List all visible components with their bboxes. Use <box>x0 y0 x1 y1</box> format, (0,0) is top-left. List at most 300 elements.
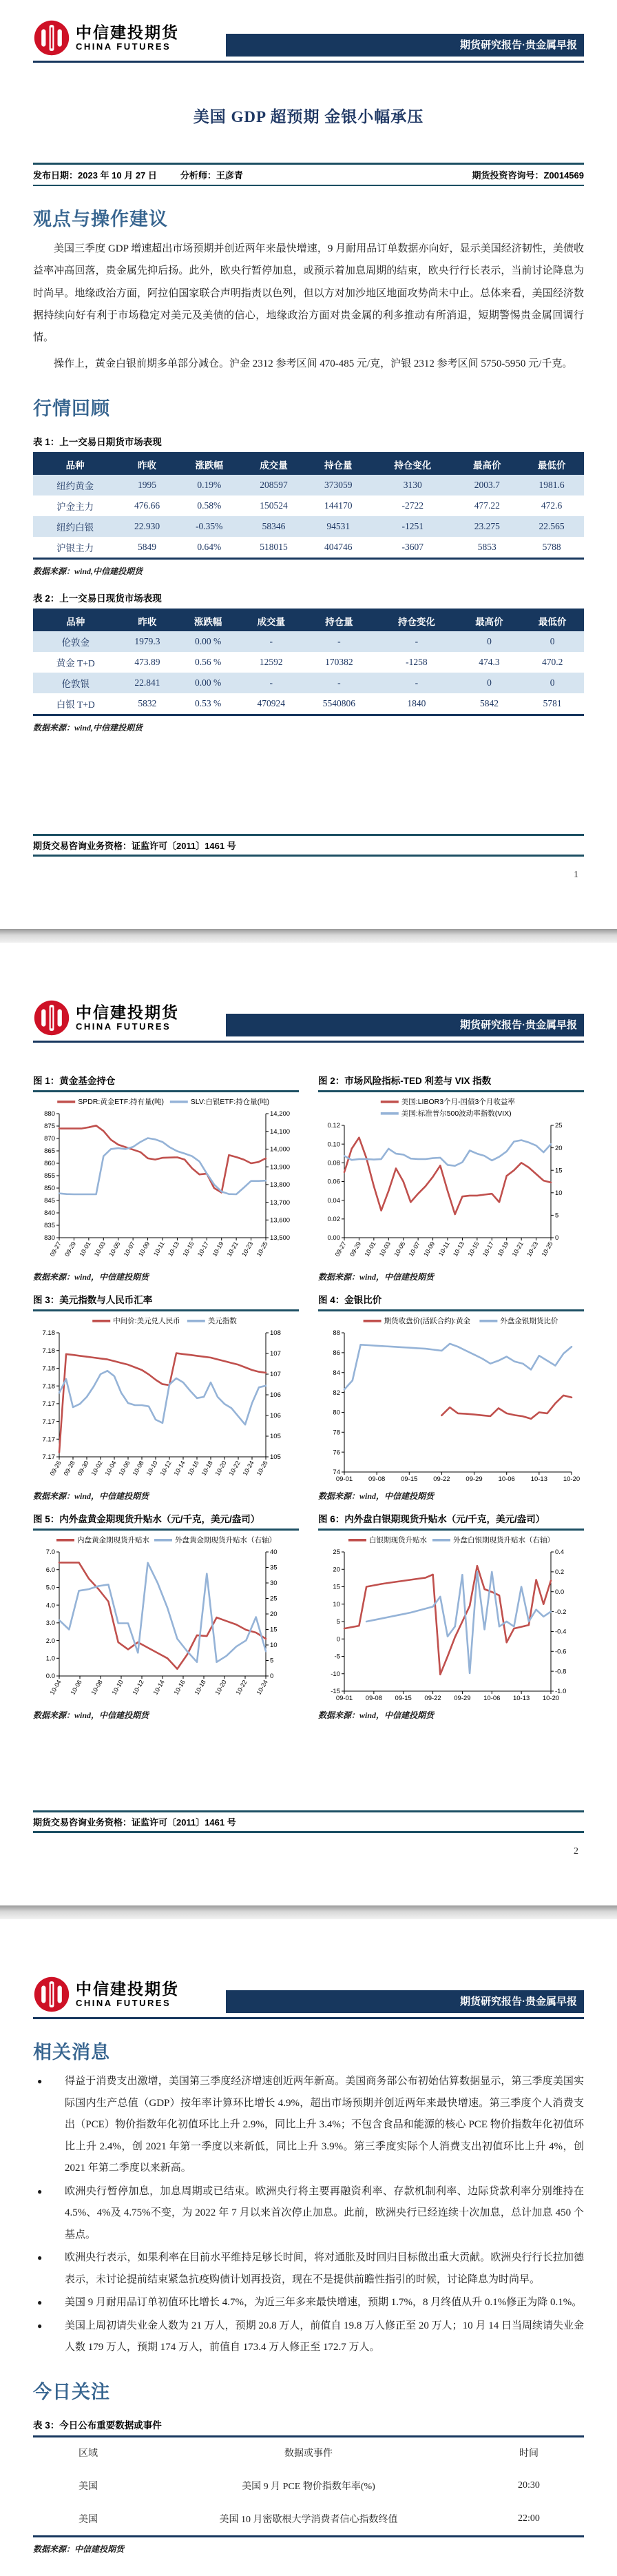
x-tick-label: 10-08 <box>90 1679 104 1696</box>
x-tick-label: 10-15 <box>181 1240 196 1258</box>
x-tick-label: 10-22 <box>227 1460 242 1477</box>
x-tick-label: 10-23 <box>240 1240 255 1258</box>
brand-name-en: CHINA FUTURES <box>76 1997 171 2008</box>
left-tick-label: 0.10 <box>327 1141 340 1149</box>
right-tick-label: -0.6 <box>555 1648 567 1656</box>
x-tick-label: 09-15 <box>395 1695 412 1702</box>
x-tick-label: 10-26 <box>255 1460 269 1477</box>
table-cell: 0.56 % <box>194 656 222 667</box>
x-tick-label: 10-08 <box>131 1460 145 1477</box>
table-cell: 美国 10 月密歇根大学消费者信心指数终值 <box>219 2514 398 2525</box>
x-tick-label: 10-16 <box>186 1460 200 1477</box>
right-tick-label: 0 <box>270 1673 274 1681</box>
table-cell: 5832 <box>138 697 157 708</box>
right-tick-label: 106 <box>270 1391 281 1400</box>
right-tick-label: -0.4 <box>555 1628 567 1636</box>
news-item-text: 欧洲央行表示，如果利率在目前水平维持足够长时间，将对通胀及时回归目标做出重大贡献。欧洲央行行长拉加德表示，未讨论提前结束紧急抗疫购债计划再投资，现在不是提供前瞻性指引的时候，讨论降息为时尚早。 <box>65 2252 584 2285</box>
x-tick-label: 10-11 <box>151 1240 166 1258</box>
left-tick-label: 2.0 <box>45 1637 55 1645</box>
viewpoint-paragraph-1: 美国三季度 GDP 增速超出市场预期并创近两年来最快增速，9 月耐用品订单数据亦向好，显示美国经济韧性，美债收益率冲高回落，贵金属先抑后扬。此外，欧央行暂停加息，或预示着加息周期的结束，欧央行行长表示，当前讨论降息为时尚早。地缘政治方面，阿拉伯国家联合声明指责以色列，但以方对加沙地区地面攻势尚未中止。总体来看，美国经济数据持续向好有利于市场稳定对美元及美债的信心，地缘政治方面对贵金属的利多推动有所消退，短期警惕贵金属回调行情。 <box>33 243 584 343</box>
legend-label: 外盘黄金期现货升贴水（右轴） <box>175 1536 276 1544</box>
legend-marker <box>170 1101 188 1103</box>
brand-logo-block <box>33 999 179 1036</box>
table-1-source: 数据来源：wind,中信建投期货 <box>33 566 143 576</box>
left-tick-label: 0.08 <box>327 1159 340 1167</box>
x-tick-label: 09-08 <box>368 1475 386 1483</box>
column-header: 昨收 <box>118 609 177 631</box>
left-tick-label: -5 <box>334 1653 340 1661</box>
x-tick-label: 10-06 <box>498 1475 515 1483</box>
table-cell: 470.2 <box>541 656 563 667</box>
series-line <box>59 1563 266 1662</box>
table-cell: 477.22 <box>474 500 500 511</box>
table-cell: 5788 <box>542 541 561 552</box>
spot-market-table <box>33 609 584 716</box>
table-cell: -3607 <box>401 541 424 552</box>
column-header: 品种 <box>33 609 118 631</box>
x-tick-label: 10-13 <box>451 1240 466 1258</box>
legend-label: 中间价:美元兑人民币 <box>113 1317 180 1325</box>
column-header: 最高价 <box>454 453 519 475</box>
right-tick-label: 106 <box>270 1412 281 1420</box>
left-tick-label: 830 <box>44 1234 55 1243</box>
left-tick-label: 3.0 <box>45 1619 55 1628</box>
brand-text <box>76 1981 179 2007</box>
table-cell: - <box>375 673 457 693</box>
left-tick-label: 20 <box>333 1566 340 1574</box>
right-tick-label: 0.4 <box>555 1548 565 1557</box>
table-cell: 0.58% <box>197 500 222 511</box>
news-item-text: 得益于消费支出激增，美国第三季度经济增速创近两年新高。美国商务部公布初始估算数据显示，第三季度美国实际国内生产总值（GDP）按年率计算环比增长 4.9%，超出市场预期并创近两年来最快增速。第三季度个人消费支出（PCE）物价指数年化初值环比上升 2.9%，同比上升 3.4%；不包含食品和能源的核心 PCE 物价指数年化初值环比上升 2.4%，创 2021 年第一季度以来新低，同比上升 3.9%。第三季度实际个人消费支出初值环比上升 4%，创 2021 年第二季度以来新高。 <box>65 2076 584 2174</box>
right-tick-label: 10 <box>555 1189 563 1197</box>
right-tick-label: 14,200 <box>270 1110 291 1118</box>
x-tick-label: 10-25 <box>255 1240 269 1258</box>
column-header: 最低价 <box>521 609 584 631</box>
chart-row-1 <box>33 1073 584 1282</box>
right-tick-label: 20 <box>555 1144 563 1152</box>
series-line <box>344 1141 551 1166</box>
chart-4-title: 图 4：金银比价 <box>318 1292 584 1311</box>
right-tick-label: -0.8 <box>555 1668 567 1676</box>
left-tick-label: 0 <box>336 1635 340 1644</box>
x-tick-label: 10-20 <box>542 1695 560 1702</box>
x-tick-label: 09-28 <box>62 1460 76 1477</box>
x-tick-label: 10-13 <box>166 1240 181 1258</box>
left-tick-label: 7.0 <box>45 1548 55 1557</box>
brand-name-cn: 中信建投期货 <box>76 23 179 42</box>
table-cell: 0.19% <box>177 475 242 495</box>
column-header: 涨跌幅 <box>176 609 240 631</box>
table-row <box>33 516 584 537</box>
table-cell: 美国 <box>79 2481 98 2492</box>
legend-marker <box>187 1320 205 1322</box>
x-tick-label: 10-13 <box>512 1695 530 1702</box>
x-tick-label: 09-26 <box>48 1460 63 1477</box>
publish-date: 发布日期：2023 年 10 月 27 日 <box>33 170 157 181</box>
right-tick-label: 13,700 <box>270 1198 291 1207</box>
table-cell: 5853 <box>477 541 496 552</box>
right-tick-label: 25 <box>270 1595 278 1603</box>
legend-label: SPDR:黄金ETF:持有量(吨) <box>78 1098 165 1106</box>
bullet-icon: ● <box>37 2186 43 2196</box>
table-cell: 23.275 <box>454 516 519 537</box>
table-cell: 5849 <box>138 541 157 552</box>
right-tick-label: 10 <box>270 1642 278 1650</box>
right-tick-label: 14,100 <box>270 1127 291 1136</box>
legend-label: 美国:标准普尔500波动率指数(VIX) <box>401 1110 512 1118</box>
x-tick-label: 10-21 <box>225 1240 240 1258</box>
left-tick-label: 875 <box>44 1123 55 1131</box>
left-tick-label: 0.0 <box>45 1673 55 1681</box>
page-number-1: 1 <box>574 870 578 880</box>
left-tick-label: 7.17 <box>42 1435 55 1444</box>
x-tick-label: 10-09 <box>137 1240 151 1258</box>
table-row <box>33 673 584 693</box>
table-cell: 150524 <box>260 500 288 511</box>
brand-name-cn: 中信建投期货 <box>76 1980 179 1999</box>
legend-label: 美元指数 <box>207 1317 237 1325</box>
column-header: 涨跌幅 <box>177 453 242 475</box>
x-tick-label: 09-15 <box>401 1475 418 1483</box>
column-header: 最高价 <box>458 609 521 631</box>
series-line <box>344 1344 572 1389</box>
license-footer: 期货交易咨询业务资格：证监许可〔2011〕1461 号 <box>33 834 584 857</box>
right-tick-label: 0.2 <box>555 1568 565 1577</box>
chart-6-title: 图 6：内外盘白银期现货升贴水（元/千克，美元/盎司） <box>318 1511 584 1531</box>
table-cell: 美国 <box>79 2514 98 2525</box>
left-tick-label: 25 <box>333 1548 340 1557</box>
left-tick-label: 76 <box>333 1449 340 1457</box>
x-tick-label: 10-14 <box>172 1460 187 1477</box>
chart-1-source: 数据来源：wind，中信建投期货 <box>33 1272 149 1282</box>
x-tick-label: 10-19 <box>496 1240 510 1258</box>
legend-label: 外盘金银期货比价 <box>500 1317 558 1325</box>
bullet-icon: ● <box>37 2253 43 2262</box>
right-tick-label: -0.2 <box>555 1608 567 1616</box>
news-item <box>33 2071 584 2180</box>
table-cell: 144170 <box>324 500 353 511</box>
section-title-today: 今日关注 <box>33 2381 110 2402</box>
x-tick-label: 09-27 <box>333 1240 348 1258</box>
x-tick-label: 10-07 <box>122 1240 136 1258</box>
table-cell: 5540806 <box>322 697 355 708</box>
table-cell: 0.64% <box>197 541 222 552</box>
table-cell: 208597 <box>242 475 306 495</box>
chart-dollar-index-cny <box>33 1313 297 1487</box>
chart-5-source: 数据来源：wind，中信建投期货 <box>33 1710 149 1720</box>
right-tick-label: 13,500 <box>270 1234 291 1243</box>
column-header: 最低价 <box>519 453 584 475</box>
license-footer: 期货交易咨询业务资格：证监许可〔2011〕1461 号 <box>33 1810 584 1833</box>
right-tick-label: 15 <box>270 1626 278 1634</box>
brand-name-en: CHINA FUTURES <box>76 41 171 52</box>
x-tick-label: 09-29 <box>63 1240 78 1258</box>
citic-futures-logo-icon <box>33 19 70 57</box>
left-tick-label: 88 <box>333 1329 340 1338</box>
right-tick-label: 0 <box>555 1234 559 1243</box>
table-3-caption: 表 3：今日公布重要数据或事件 <box>33 2420 162 2431</box>
table-cell: 伦敦金 <box>33 631 118 652</box>
chart-4-source: 数据来源：wind，中信建投期货 <box>318 1491 435 1501</box>
table-cell: 472.6 <box>541 500 563 511</box>
table-cell: 0 <box>521 631 584 652</box>
table-cell: - <box>303 673 376 693</box>
x-tick-label: 09-30 <box>76 1460 90 1477</box>
column-header: 成交量 <box>242 453 306 475</box>
x-tick-label: 09-29 <box>466 1475 483 1483</box>
left-tick-label: 835 <box>44 1222 55 1230</box>
table-cell: 22:00 <box>518 2513 540 2524</box>
table-cell: 1979.3 <box>118 631 177 652</box>
right-tick-label: 13,600 <box>270 1216 291 1225</box>
left-tick-label: 0.04 <box>327 1196 340 1205</box>
page-header <box>33 0 584 63</box>
left-tick-label: 880 <box>44 1110 55 1118</box>
table-cell: 170382 <box>325 656 353 667</box>
table-cell: 373059 <box>306 475 370 495</box>
left-tick-label: 0.02 <box>327 1216 340 1224</box>
table-cell: 纽约黄金 <box>33 475 117 495</box>
table-cell: 0.53 % <box>194 697 222 708</box>
table-cell: -2722 <box>401 500 424 511</box>
brand-text <box>76 24 179 51</box>
x-tick-label: 10-25 <box>540 1240 554 1258</box>
table-cell: - <box>303 631 376 652</box>
x-tick-label: 10-16 <box>172 1679 187 1696</box>
left-tick-label: 80 <box>333 1409 340 1417</box>
left-tick-label: 7.17 <box>42 1453 55 1462</box>
table-row <box>33 693 584 715</box>
column-header: 区域 <box>79 2448 98 2459</box>
chart-5-title: 图 5：内外盘黄金期现货升贴水（元/千克，美元/盎司） <box>33 1511 299 1531</box>
table-cell: 1840 <box>407 697 426 708</box>
x-tick-label: 10-17 <box>196 1240 211 1258</box>
left-tick-label: 82 <box>333 1389 340 1397</box>
x-tick-label: 10-22 <box>234 1679 249 1696</box>
legend-label: 期货收盘价(活跃合约):黄金 <box>384 1317 471 1325</box>
chart-3-title: 图 3：美元指数与人民币汇率 <box>33 1292 299 1311</box>
x-tick-label: 09-22 <box>424 1695 441 1702</box>
right-tick-label: 105 <box>270 1433 281 1441</box>
table-cell: 沪金主力 <box>56 501 94 512</box>
series-line <box>366 1572 551 1673</box>
column-header: 数据或事件 <box>284 2448 333 2459</box>
chart-1-title: 图 1：黄金基金持仓 <box>33 1073 299 1092</box>
series-line <box>59 1562 266 1668</box>
left-tick-label: 7.18 <box>42 1364 55 1373</box>
x-tick-label: 10-20 <box>213 1460 228 1477</box>
left-tick-label: 5 <box>336 1618 340 1626</box>
table-cell: 22.565 <box>519 516 584 537</box>
series-line <box>59 1138 266 1195</box>
x-tick-label: 10-20 <box>563 1475 581 1483</box>
left-tick-label: 74 <box>333 1469 340 1477</box>
table-row <box>33 631 584 652</box>
chart-row-2 <box>33 1292 584 1502</box>
today-events-table <box>33 2435 584 2537</box>
table-cell: 58346 <box>242 516 306 537</box>
table-cell: 22.841 <box>118 673 177 693</box>
column-header: 昨收 <box>117 453 177 475</box>
x-tick-label: 10-14 <box>151 1679 166 1696</box>
table-cell: 伦敦银 <box>33 673 118 693</box>
x-tick-label: 10-03 <box>92 1240 107 1258</box>
table-3-source: 数据来源：中信建投期货 <box>33 2544 125 2554</box>
section-title-viewpoint: 观点与操作建议 <box>33 209 168 229</box>
chart-gold-basis <box>33 1533 297 1706</box>
section-title-market-review: 行情回顾 <box>33 398 110 419</box>
page-separator <box>0 929 617 943</box>
column-header: 持仓变化 <box>370 453 454 475</box>
table-cell: 0 <box>458 673 521 693</box>
series-line <box>59 1125 266 1192</box>
x-tick-label: 10-17 <box>481 1240 496 1258</box>
left-tick-label: 850 <box>44 1185 55 1193</box>
right-tick-label: 15 <box>555 1167 563 1175</box>
news-bullet-list <box>33 2071 584 2359</box>
brand-logo-block <box>33 1976 179 2013</box>
brand-text <box>76 1004 179 1031</box>
left-tick-label: 6.0 <box>45 1566 55 1574</box>
left-tick-label: 840 <box>44 1209 55 1218</box>
legend-label: 外盘白银期现货升贴水（右轴） <box>453 1536 554 1544</box>
x-tick-label: 09-08 <box>365 1695 383 1702</box>
report-type-banner: 期货研究报告·贵金属早报 <box>226 1014 584 1036</box>
series-line <box>59 1371 266 1424</box>
table-row <box>33 537 584 559</box>
brand-logo-block <box>33 19 179 57</box>
x-tick-label: 10-11 <box>437 1240 451 1258</box>
news-item-text: 美国 9 月耐用品订单初值环比增长 4.7%，为近三年多来最快增速，预期 1.7%，8 月终值从升 0.1%修正为降 0.1%。 <box>65 2297 583 2308</box>
legend-marker <box>56 1539 74 1542</box>
chart-gold-silver-ratio <box>318 1313 583 1487</box>
x-tick-label: 09-22 <box>433 1475 450 1483</box>
right-tick-label: 5 <box>270 1657 274 1665</box>
legend-marker <box>381 1101 399 1103</box>
x-tick-label: 10-06 <box>117 1460 132 1477</box>
table-cell: 476.66 <box>134 500 160 511</box>
left-tick-label: -15 <box>331 1688 340 1696</box>
x-tick-label: 10-03 <box>377 1240 393 1258</box>
legend-marker <box>348 1539 366 1542</box>
table-2-source: 数据来源：wind,中信建投期货 <box>33 722 143 733</box>
table-cell: 20:30 <box>518 2480 540 2491</box>
table-row <box>33 2469 584 2502</box>
right-tick-label: 108 <box>270 1329 281 1338</box>
legend-marker <box>92 1320 110 1322</box>
right-tick-label: 107 <box>270 1350 281 1358</box>
news-item <box>33 2181 584 2247</box>
right-tick-label: 0.0 <box>555 1588 565 1596</box>
report-title: 美国 GDP 超预期 金银小幅承压 <box>193 108 424 125</box>
right-tick-label: 14,000 <box>270 1145 291 1154</box>
x-tick-label: 10-18 <box>193 1679 207 1696</box>
left-tick-label: 0.12 <box>327 1122 340 1130</box>
left-tick-label: 7.18 <box>42 1347 55 1355</box>
x-tick-label: 10-05 <box>107 1240 122 1258</box>
left-tick-label: 865 <box>44 1147 55 1156</box>
table-cell: 94531 <box>306 516 370 537</box>
report-page-1 <box>0 0 617 929</box>
bullet-icon: ● <box>37 2298 43 2307</box>
table-cell: 白银 T+D <box>56 699 95 710</box>
table-cell: -0.35% <box>177 516 242 537</box>
table-cell: 黄金 T+D <box>56 657 95 668</box>
chart-ted-spread-vix <box>318 1094 583 1268</box>
x-tick-label: 10-21 <box>510 1240 525 1258</box>
citic-futures-logo-icon <box>33 1976 70 2013</box>
column-header: 持仓变化 <box>375 609 457 631</box>
table-1-caption: 表 1：上一交易日期货市场表现 <box>33 436 162 447</box>
table-cell: 474.3 <box>479 656 500 667</box>
series-line <box>344 1138 551 1214</box>
legend-marker <box>57 1101 75 1103</box>
table-cell: 0.00 % <box>176 631 240 652</box>
chart-row-3 <box>33 1511 584 1721</box>
left-tick-label: 870 <box>44 1135 55 1143</box>
section-title-news: 相关消息 <box>33 2042 110 2063</box>
left-tick-label: 855 <box>44 1172 55 1180</box>
x-tick-label: 10-06 <box>69 1679 83 1696</box>
x-tick-label: 09-29 <box>348 1240 363 1258</box>
chart-6-source: 数据来源：wind，中信建投期货 <box>318 1710 435 1720</box>
viewpoint-paragraph-2: 操作上，黄金白银前期多单部分减仓。沪金 2312 参考区间 470-485 元/克，沪银 2312 参考区间 5750-5950 元/千克。 <box>54 358 573 370</box>
legend-label: 白银期现货升贴水 <box>369 1536 427 1544</box>
table-cell: 22.930 <box>117 516 177 537</box>
legend-marker <box>381 1112 399 1115</box>
table-row <box>33 495 584 516</box>
page-number-2: 2 <box>574 1846 578 1857</box>
page-header <box>33 943 584 1043</box>
table-cell: -1251 <box>370 516 454 537</box>
x-tick-label: 10-01 <box>78 1240 92 1258</box>
table-row <box>33 652 584 673</box>
table-cell: 0 <box>521 673 584 693</box>
chart-silver-basis <box>318 1533 583 1706</box>
citic-futures-logo-icon <box>33 999 70 1036</box>
series-line <box>59 1353 266 1453</box>
x-tick-label: 09-27 <box>48 1240 63 1258</box>
left-tick-label: 10 <box>333 1600 340 1608</box>
left-tick-label: 7.17 <box>42 1418 55 1426</box>
x-tick-label: 10-04 <box>103 1460 118 1477</box>
table-cell: -1258 <box>406 656 428 667</box>
table-2-caption: 表 2：上一交易日现货市场表现 <box>33 593 162 604</box>
table-cell: - <box>240 673 303 693</box>
x-tick-label: 09-29 <box>454 1695 471 1702</box>
report-type-banner: 期货研究报告·贵金属早报 <box>226 1990 584 2013</box>
analyst-name: 分析师：王彦青 <box>180 170 243 181</box>
left-tick-label: 84 <box>333 1369 340 1377</box>
column-header: 时间 <box>519 2448 538 2459</box>
brand-name-cn: 中信建投期货 <box>76 1003 179 1022</box>
series-line <box>441 1396 572 1419</box>
brand-name-en: CHINA FUTURES <box>76 1021 171 1032</box>
report-page-2 <box>0 943 617 1905</box>
table-cell: 5781 <box>543 697 562 708</box>
right-tick-label: 30 <box>270 1580 278 1588</box>
page-header <box>33 1919 584 2019</box>
table-cell: 5842 <box>479 697 499 708</box>
bullet-icon: ● <box>37 2320 43 2331</box>
x-tick-label: 10-20 <box>213 1679 228 1696</box>
left-tick-label: 86 <box>333 1349 340 1358</box>
left-tick-label: 78 <box>333 1429 340 1437</box>
right-tick-label: 20 <box>270 1611 278 1619</box>
news-item-text: 欧洲央行暂停加息，加息周期或已结束。欧洲央行将主要再融资利率、存款机制利率、边际贷款利率分别维持在 4.5%、4%及 4.75%不变，为 2022 年 7 月以来首次停止加息。此前，欧洲央行已经连续十次加息，总计加息 450 个基点。 <box>65 2185 584 2240</box>
left-tick-label: 845 <box>44 1197 55 1205</box>
table-cell: 0.00 % <box>176 673 240 693</box>
